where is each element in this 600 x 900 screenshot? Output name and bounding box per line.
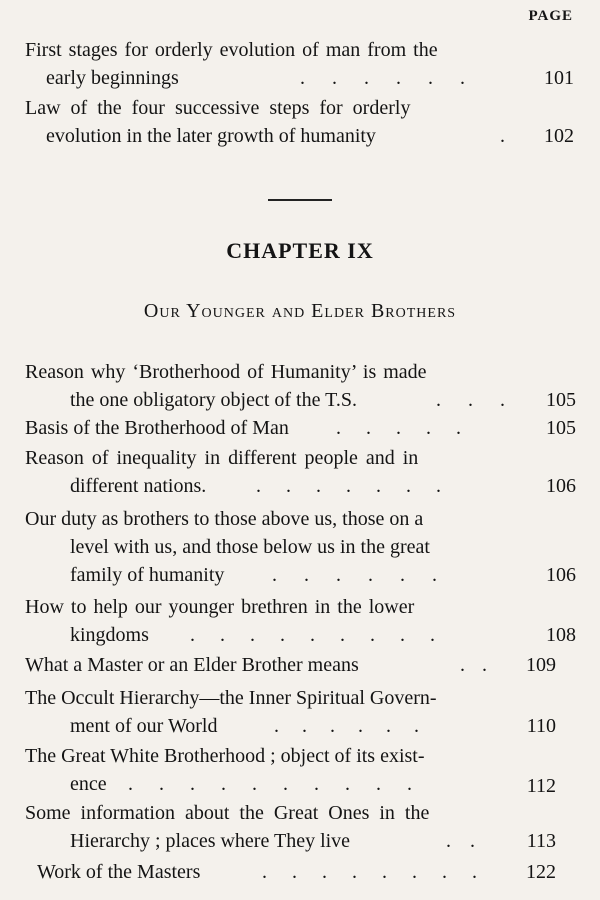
toc-entry	[0, 742, 600, 798]
page-number: 108	[546, 624, 576, 646]
page-column-label: PAGE	[528, 8, 573, 24]
toc-entry	[0, 858, 600, 886]
toc-entry-title-line: Work of the Masters	[37, 861, 201, 883]
toc-entry-title-line: Hierarchy ; places where They live	[70, 830, 351, 852]
toc-entry-title-line: Basis of the Brotherhood of Man	[25, 417, 289, 439]
page-number: 105	[546, 417, 576, 439]
toc-entry	[0, 444, 600, 500]
toc-entry-title-line: evolution in the later growth of humanity	[46, 125, 376, 147]
toc-entry-title-line: Law of the four successive steps for orderly	[25, 97, 411, 119]
leader-dots: . .	[460, 654, 487, 676]
toc-entry-title-line: ence	[70, 773, 107, 795]
page-number: 112	[526, 775, 556, 797]
leader-dots: .	[500, 125, 505, 147]
leader-dots: . . . . . . .	[256, 475, 441, 497]
toc-entry	[0, 505, 600, 589]
leader-dots: . .	[446, 830, 475, 852]
section-divider	[268, 199, 332, 201]
toc-entry-title-line: different nations.	[70, 475, 207, 497]
leader-dots: . . . . . .	[272, 564, 437, 586]
leader-dots: . . . . . .	[274, 715, 419, 737]
leader-dots: . . . . . . . . . .	[128, 773, 412, 795]
page-number: 102	[544, 125, 574, 147]
toc-entry	[0, 414, 600, 442]
toc-entry-title-line: How to help our younger brethren in the lower	[25, 596, 415, 618]
page-number: 106	[546, 564, 576, 586]
toc-entry	[0, 593, 600, 649]
toc-entry-title-line: Some information about the Great Ones in the	[25, 802, 430, 824]
page-number: 105	[546, 389, 576, 411]
page-number: 109	[526, 654, 556, 676]
toc-entry-title-line: ment of our World	[70, 715, 218, 737]
leader-dots: . . .	[436, 389, 505, 411]
toc-entry-title-line: The Great White Brotherhood ; object of its exist-	[25, 745, 425, 767]
toc-entry-title-line: early beginnings	[46, 67, 179, 89]
page-number: 106	[546, 475, 576, 497]
page-number: 110	[526, 715, 556, 737]
page-number: 122	[526, 861, 556, 883]
toc-entry	[0, 36, 600, 92]
page-number: 101	[544, 67, 574, 89]
chapter-subtitle: Our Younger and Elder Brothers	[143, 300, 457, 322]
toc-entry-title-line: Our duty as brothers to those above us, those on a	[25, 508, 424, 530]
toc-entry	[0, 684, 600, 740]
toc-entry	[0, 651, 600, 679]
toc-entry-title-line: The Occult Hierarchy—the Inner Spiritual Govern-	[25, 687, 437, 709]
toc-entry-title-line: the one obligatory object of the T.S.	[70, 389, 357, 411]
toc-entry-title-line: level with us, and those below us in the great	[70, 536, 430, 558]
chapter-heading: CHAPTER IX	[226, 238, 374, 263]
toc-entry-title-line: What a Master or an Elder Brother means	[25, 654, 359, 676]
toc-entry	[0, 358, 600, 414]
leader-dots: . . . . . . . .	[262, 861, 477, 883]
page-number: 113	[526, 830, 556, 852]
toc-entry	[0, 799, 600, 855]
toc-entry	[0, 94, 600, 150]
toc-entry-title-line: family of humanity	[70, 564, 225, 586]
leader-dots: . . . . .	[336, 417, 461, 439]
toc-entry-title-line: Reason of inequality in different people and in	[25, 447, 419, 469]
toc-entry-title-line: kingdoms	[70, 624, 149, 646]
toc-entry-title-line: First stages for orderly evolution of man from the	[25, 39, 438, 61]
leader-dots: . . . . . . . . .	[190, 624, 435, 646]
leader-dots: . . . . . .	[300, 67, 465, 89]
toc-entry-title-line: Reason why ‘Brotherhood of Humanity’ is made	[25, 361, 427, 383]
